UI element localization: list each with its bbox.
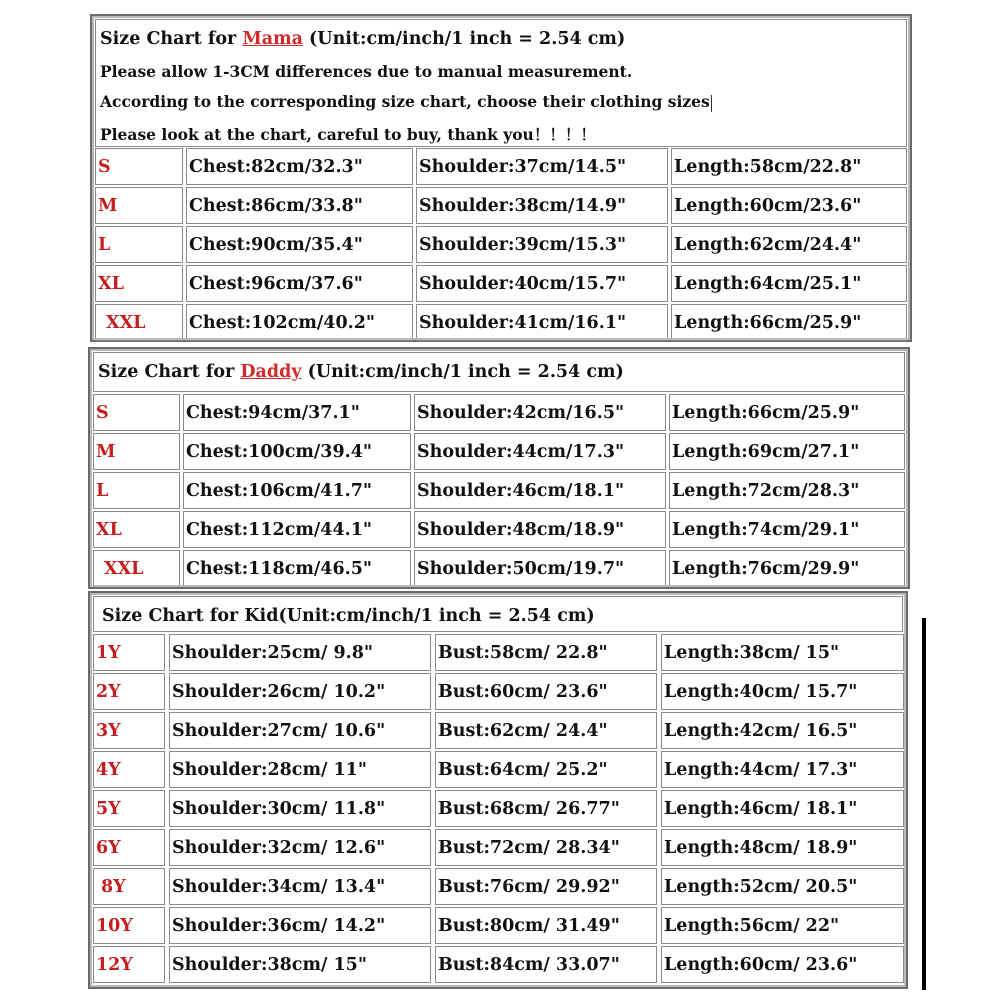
kid-measure-1-cell: Shoulder:36cm/ 14.2" (169, 907, 431, 944)
daddy-size-cell: L (93, 472, 180, 509)
daddy-title-suffix: (Unit:cm/inch/1 inch = 2.54 cm) (301, 362, 624, 382)
daddy-measure-3-cell: Length:66cm/25.9" (669, 394, 905, 431)
kid-measure-2-cell: Bust:68cm/ 26.77" (435, 790, 657, 827)
kid-size-cell: 4Y (93, 751, 165, 788)
daddy-measure-2-cell: Shoulder:50cm/19.7" (414, 550, 666, 587)
mama-measure-1-cell: Chest:96cm/37.6" (186, 265, 413, 302)
daddy-measure-3-cell: Length:69cm/27.1" (669, 433, 905, 470)
daddy-size-cell: XL (93, 511, 180, 548)
daddy-measure-2-cell: Shoulder:44cm/17.3" (414, 433, 666, 470)
mama-measure-3-cell: Length:64cm/25.1" (671, 265, 907, 302)
mama-size-cell: L (95, 226, 183, 263)
daddy-measure-1-cell: Chest:100cm/39.4" (183, 433, 411, 470)
mama-note-2-text: According to the corresponding size chart, choose their clothing sizes (100, 92, 710, 111)
kid-size-cell: 1Y (93, 634, 165, 671)
mama-measure-1-cell: Chest:82cm/32.3" (186, 148, 413, 185)
mama-measure-2-cell: Shoulder:41cm/16.1" (416, 304, 668, 341)
kid-measure-3-cell: Length:38cm/ 15" (661, 634, 904, 671)
mama-title (100, 29, 625, 49)
kid-measure-2-cell: Bust:80cm/ 31.49" (435, 907, 657, 944)
kid-measure-2-cell: Bust:64cm/ 25.2" (435, 751, 657, 788)
daddy-title-prefix: Size Chart for (98, 362, 241, 382)
mama-size-cell: S (95, 148, 183, 185)
mama-measure-3-cell: Length:60cm/23.6" (671, 187, 907, 224)
vertical-divider (922, 618, 926, 990)
mama-measure-1-cell: Chest:90cm/35.4" (186, 226, 413, 263)
mama-size-cell: M (95, 187, 183, 224)
mama-size-cell: XL (95, 265, 183, 302)
mama-measure-3-cell: Length:66cm/25.9" (671, 304, 907, 341)
kid-measure-3-cell: Length:42cm/ 16.5" (661, 712, 904, 749)
mama-measure-2-cell: Shoulder:38cm/14.9" (416, 187, 668, 224)
kid-measure-3-cell: Length:44cm/ 17.3" (661, 751, 904, 788)
text-cursor (711, 95, 712, 112)
kid-measure-1-cell: Shoulder:32cm/ 12.6" (169, 829, 431, 866)
kid-measure-1-cell: Shoulder:30cm/ 11.8" (169, 790, 431, 827)
kid-measure-3-cell: Length:56cm/ 22" (661, 907, 904, 944)
mama-measure-3-cell: Length:58cm/22.8" (671, 148, 907, 185)
daddy-measure-1-cell: Chest:94cm/37.1" (183, 394, 411, 431)
daddy-measure-2-cell: Shoulder:42cm/16.5" (414, 394, 666, 431)
kid-size-cell: 8Y (93, 868, 165, 905)
kid-title: Size Chart for Kid(Unit:cm/inch/1 inch = 2.54 cm) (102, 606, 595, 626)
mama-title-highlight: Mama (242, 29, 303, 49)
mama-measure-2-cell: Shoulder:40cm/15.7" (416, 265, 668, 302)
kid-measure-2-cell: Bust:76cm/ 29.92" (435, 868, 657, 905)
daddy-header (93, 352, 905, 392)
daddy-size-cell: M (93, 433, 180, 470)
mama-title-suffix: (Unit:cm/inch/1 inch = 2.54 cm) (302, 29, 626, 49)
kid-measure-2-cell: Bust:84cm/ 33.07" (435, 946, 657, 983)
daddy-measure-2-cell: Shoulder:46cm/18.1" (414, 472, 666, 509)
kid-measure-1-cell: Shoulder:26cm/ 10.2" (169, 673, 431, 710)
kid-measure-1-cell: Shoulder:25cm/ 9.8" (169, 634, 431, 671)
mama-measure-2-cell: Shoulder:37cm/14.5" (416, 148, 668, 185)
daddy-measure-1-cell: Chest:118cm/46.5" (183, 550, 411, 587)
kid-size-cell: 10Y (93, 907, 165, 944)
kid-measure-3-cell: Length:52cm/ 20.5" (661, 868, 904, 905)
kid-measure-2-cell: Bust:58cm/ 22.8" (435, 634, 657, 671)
kid-measure-3-cell: Length:48cm/ 18.9" (661, 829, 904, 866)
kid-measure-2-cell: Bust:60cm/ 23.6" (435, 673, 657, 710)
daddy-title (98, 362, 624, 382)
daddy-measure-3-cell: Length:72cm/28.3" (669, 472, 905, 509)
kid-measure-3-cell: Length:60cm/ 23.6" (661, 946, 904, 983)
kid-measure-1-cell: Shoulder:28cm/ 11" (169, 751, 431, 788)
mama-measure-1-cell: Chest:86cm/33.8" (186, 187, 413, 224)
kid-measure-3-cell: Length:46cm/ 18.1" (661, 790, 904, 827)
mama-note-1: Please allow 1-3CM differences due to manual measurement. (100, 62, 633, 81)
kid-size-cell: 5Y (93, 790, 165, 827)
daddy-measure-3-cell: Length:74cm/29.1" (669, 511, 905, 548)
daddy-measure-1-cell: Chest:112cm/44.1" (183, 511, 411, 548)
mama-note-3: Please look at the chart, careful to buy, thank you！！！！ (100, 125, 596, 144)
daddy-measure-1-cell: Chest:106cm/41.7" (183, 472, 411, 509)
daddy-size-chart (88, 347, 910, 589)
kid-measure-1-cell: Shoulder:34cm/ 13.4" (169, 868, 431, 905)
mama-title-prefix: Size Chart for (100, 29, 243, 49)
kid-measure-1-cell: Shoulder:27cm/ 10.6" (169, 712, 431, 749)
kid-measure-2-cell: Bust:72cm/ 28.34" (435, 829, 657, 866)
kid-measure-1-cell: Shoulder:38cm/ 15" (169, 946, 431, 983)
mama-measure-3-cell: Length:62cm/24.4" (671, 226, 907, 263)
kid-measure-2-cell: Bust:62cm/ 24.4" (435, 712, 657, 749)
kid-size-cell: 3Y (93, 712, 165, 749)
kid-size-chart (88, 591, 908, 989)
kid-size-cell: 6Y (93, 829, 165, 866)
mama-header (95, 19, 907, 147)
daddy-size-cell: S (93, 394, 180, 431)
kid-size-cell: 2Y (93, 673, 165, 710)
daddy-measure-3-cell: Length:76cm/29.9" (669, 550, 905, 587)
daddy-measure-2-cell: Shoulder:48cm/18.9" (414, 511, 666, 548)
mama-size-cell: XXL (95, 304, 183, 341)
mama-size-chart (90, 14, 912, 342)
kid-measure-3-cell: Length:40cm/ 15.7" (661, 673, 904, 710)
daddy-title-highlight: Daddy (240, 362, 302, 382)
mama-note-2 (100, 92, 712, 112)
mama-measure-1-cell: Chest:102cm/40.2" (186, 304, 413, 341)
daddy-size-cell: XXL (93, 550, 180, 587)
kid-header (93, 596, 903, 632)
kid-size-cell: 12Y (93, 946, 165, 983)
mama-measure-2-cell: Shoulder:39cm/15.3" (416, 226, 668, 263)
